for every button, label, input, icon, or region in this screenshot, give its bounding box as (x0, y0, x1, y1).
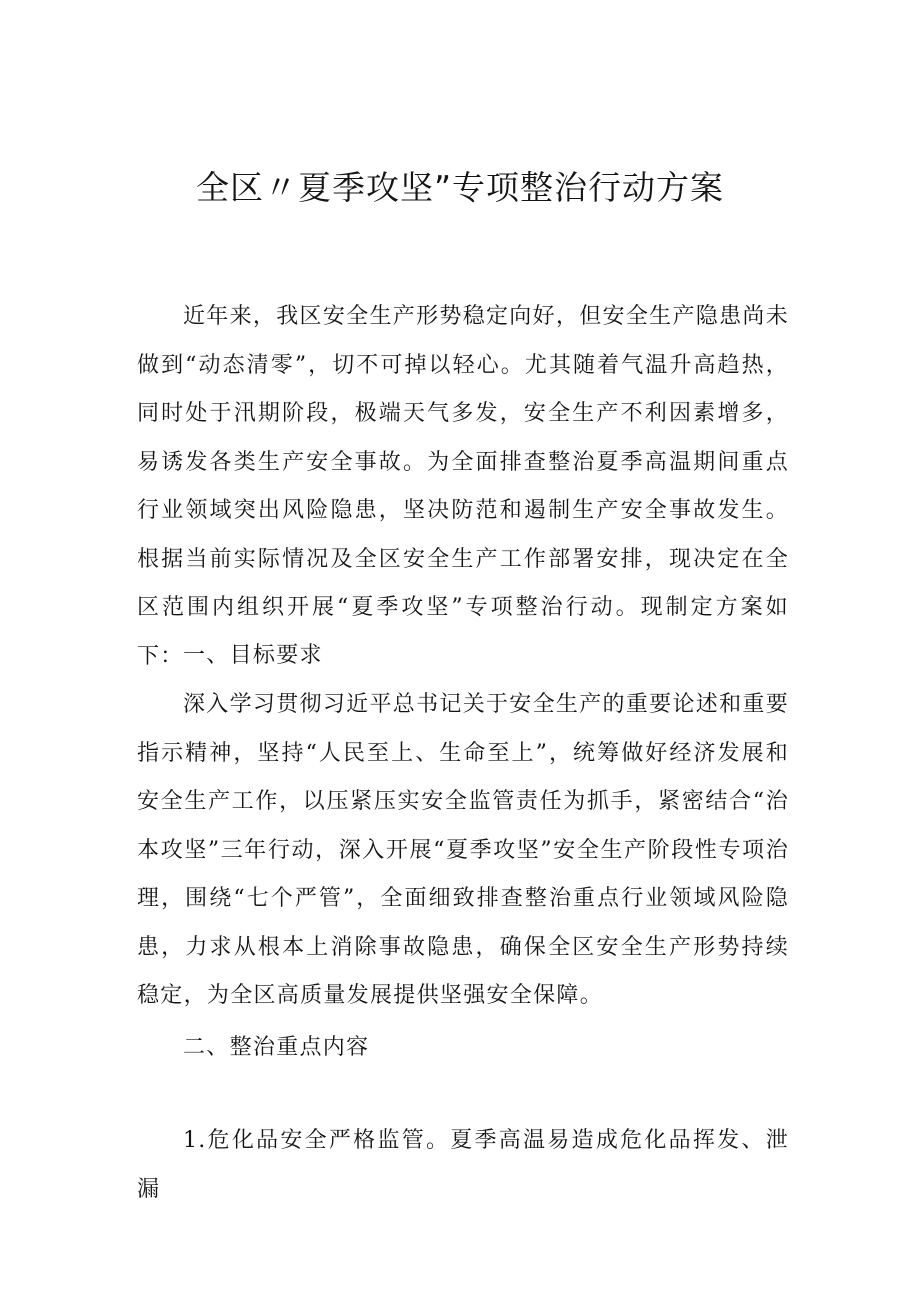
intro-text: 近年来，我区安全生产形势稳定向好，但安全生产隐患尚未做到“动态清零”，切不可掉以轻心。尤其随着气温升高趋热，同时处于汛期阶段，极端天气多发，安全生产不利因素增多，易诱发各类生产安全事故。为全面排查整治夏季高温期间重点行业领域突出风险隐患，坚决防范和遏制生产安全事故发生。根据当前实际情况及全区安全生产工作部署安排，现决定在全区范围内组织开展“夏季攻坚”专项整治行动。现制定方案如下： (137, 304, 789, 669)
section-heading-goals (137, 632, 789, 681)
section-heading-goals-text: 一、目标要求 (183, 643, 323, 668)
goals-text: 深入学习贯彻习近平总书记关于安全生产的重要论述和重要指示精神，坚持“人民至上、生命至上”，统筹做好经济发展和安全生产工作，以压紧压实安全监管责任为抓手，紧密结合“治本攻坚”三年行动，深入开展“夏季攻坚”安全生产阶段性专项治理，围绕“七个严管”，全面细致排查整治重点行业领域风险隐患，力求从根本上消除事故隐患，确保全区安全生产形势持续稳定，为全区高质量发展提供坚强安全保障。 (137, 692, 789, 1008)
item-1-text: 1.危化品安全严格监管。夏季高温易造成危化品挥发、泄漏 (137, 1128, 789, 1202)
intro-paragraph (137, 293, 789, 681)
section-heading-focus (137, 1024, 789, 1073)
document-title: 全区〃夏季攻坚”专项整治行动方案 (195, 168, 725, 207)
item-1-paragraph (137, 1117, 789, 1214)
goals-paragraph (137, 681, 789, 1021)
section-heading-focus-text: 二、整治重点内容 (183, 1035, 370, 1060)
